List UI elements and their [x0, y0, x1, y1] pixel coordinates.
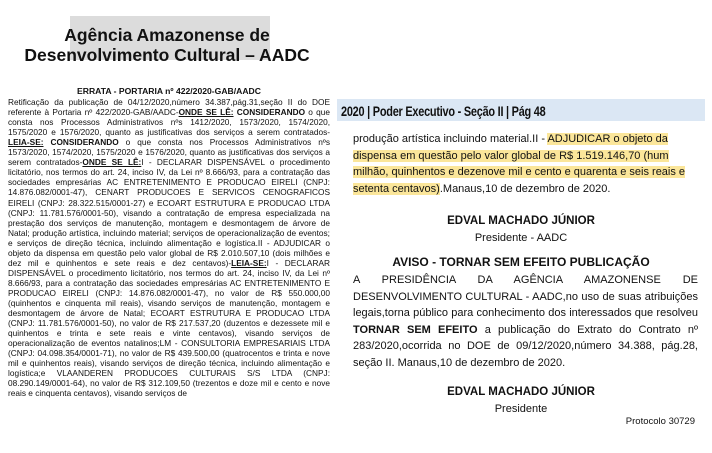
agency-title-line1: Agência Amazonense de	[64, 25, 270, 45]
paragraph-text: produção artística incluindo material.II -	[353, 133, 548, 145]
agency-title-line2: Desenvolvimento Cultural – AADC	[24, 45, 310, 65]
highlighted-text: ADJUDICAR o objeto da dispensa em questão pelo valor global de R$ 1.519.146,70 (hum milhão, quinhentos e dezenove mil e cento e quarenta e seis reais e setenta centavos)	[353, 133, 686, 195]
doe-page-column	[337, 99, 705, 425]
errata-text: Retificação da publicação de 04/12/2020,número 34.387,pág.31,seção II do DOE referente à Portaria nº 422/2020-GAB/AADC-	[8, 97, 330, 118]
errata-text: o que consta nos Processos Administrativos nºs 1412/2020, 1573/2020, 1574/2020, 1575/2020 e 1576/2020, quanto as justificativas dos serviços a serem contratados-	[8, 107, 331, 138]
errata-leia-se: LEIA-SE:	[8, 137, 44, 148]
paragraph-text: A PRESIDÊNCIA DA AGÊNCIA AMAZONENSE DE DESENVOLVIMENTO CULTURAL - AADC,no uso de suas atribuições legais,torna público para conhecimento dos interessados que resolveu	[353, 274, 698, 319]
errata-considerando: CONSIDERANDO	[43, 137, 119, 148]
errata-considerando: CONSIDERANDO	[233, 107, 306, 118]
errata-onde-se-le: ONDE SE LÊ:	[178, 107, 234, 118]
adjudicar-paragraph	[353, 131, 698, 197]
errata-text: I - DECLARAR DISPENSÁVEL o procedimento licitatório, nos termos do art. 24, inciso IV, da Lei nº 8.666/93, para a contratação das sociedades empresárias AC ENTRETENIMENTO E PRODUCAO EIRELI (CNPJ: 14.876.082/0001-47), CENART PRODUCOES E SERVICOS CENOGRAFICOS EIRELI (CNPJ: 28.322.515/0001-27) e ECOART ESTRUTURA E PRODUCAO LTDA (CNPJ: 11.781.576/0001-50), visando a contratação de empresa especializada na prestação dos serviços de manutenção, montagem e desmontagem de árvore de Natal; produção artística, incluindo material; serviços de operacionalização de eventos; e serviços de direção técnica, incluindo alimentação e logística.II - ADJUDICAR o objeto da dispensa em questão pelo valor global de R$ 2.010.507,10 (dois milhões e dez mil e quinhentos e sete reais e dez centavos)-	[8, 157, 330, 268]
errata-text: I - DECLARAR DISPENSÁVEL o procedimento licitatório, nos termos do art. 24, inciso IV, da Lei nº 8.666/93, para a contratação das sociedades empresárias AC ENTRETENIMENTO E PRODUCAO EIRELI (CNPJ: 14.876.082/0001-47), no valor de R$ 550.000,00 (quinhentos e cinquenta mil reais), visando serviços de manutenção, montagem e desmontagem de árvore de Natal; ECOART ESTRUTURA E PRODUCAO LTDA (CNPJ: 11.781.576/0001-50), no valor de R$ 217.537,20 (duzentos e dezessete mil e quinhentos e trinta e sete reais e vinte centavos), visando serviços de operacionalização de eventos natalinos;LM - CONSULTORIA EMPRESARIAIS LTDA (CNPJ: 04.098.354/0001-71), no valor de R$ 439.500,00 (quatrocentos e trinta e nove mil e quinhentos reais), visando serviços de direção técnica, incluindo alimentação e logística;e VLAANDEREN PRODUCOES CULTURAIS S/S LTDA (CNPJ: 08.290.149/0001-64), no valor de R$ 312.109,50 (trezentos e doze mil e cento e nove reais e cinquenta centavos), visando serviços de	[8, 257, 330, 399]
paragraph-text: a publicação do Extrato do Contrato nº 283/2020,ocorrida no DOE de 09/12/2020,número 34.388, pág.28, seção II. Manaus,10 de dezembro de 2020.	[353, 323, 699, 369]
errata-onde-se-le: ONDE SE LÊ:	[82, 157, 142, 168]
errata-text: o que consta nos Processos Administrativos nºs 1573/2020, 1574/2020, 1575/2020 e 1576/2020, quanto as justificativas dos serviços a serem contratados-	[8, 137, 330, 168]
section-header: 2020 | Poder Executivo - Seção II | Pág 48	[341, 103, 546, 119]
errata-leia-se: LEIA-SE:	[231, 257, 267, 268]
notice-title: AVISO - TORNAR SEM EFEITO PUBLICAÇÃO	[392, 255, 650, 269]
errata-title: ERRATA - PORTARIA nº 422/2020-GAB/AADC	[77, 86, 261, 96]
protocol-number: Protocolo 30729	[625, 416, 695, 427]
notice-paragraph	[353, 272, 698, 371]
paragraph-text: .Manaus,10 de dezembro de 2020.	[439, 182, 611, 195]
errata-column	[8, 86, 330, 398]
signer-name: EDVAL MACHADO JÚNIOR	[447, 215, 595, 227]
signer-role: Presidente - AADC	[474, 232, 568, 244]
bold-text: TORNAR SEM EFEITO	[353, 323, 478, 336]
errata-body	[8, 97, 330, 398]
signer-role: Presidente	[494, 403, 548, 415]
signer-name: EDVAL MACHADO JÚNIOR	[447, 386, 595, 398]
agency-title	[2, 25, 332, 65]
